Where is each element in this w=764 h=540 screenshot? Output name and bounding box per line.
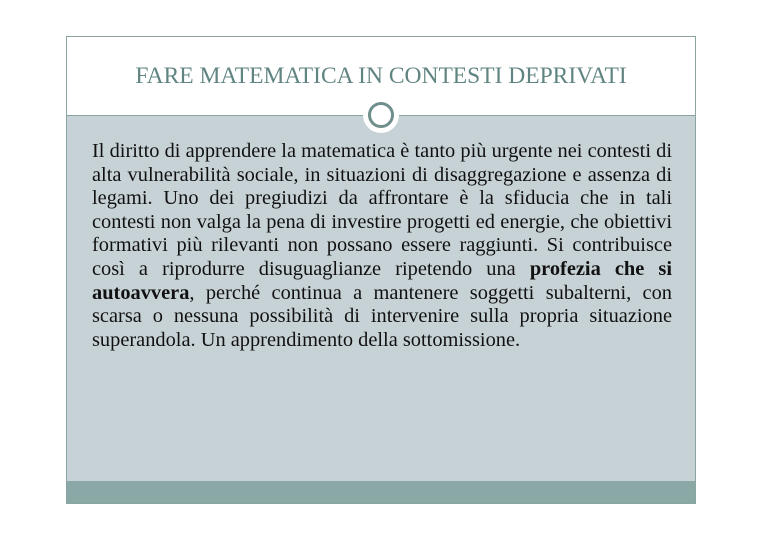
circle-ornament-icon	[364, 98, 398, 132]
slide-title: FARE MATEMATICA IN CONTESTI DEPRIVATI	[135, 63, 627, 89]
body-text	[92, 140, 672, 352]
body-text-emphasis: profezia che si autoavvera	[92, 257, 672, 304]
circle-ring-icon	[368, 102, 394, 128]
footer-bar	[67, 481, 695, 503]
slide	[66, 36, 696, 504]
body-text-start: Il diritto di apprendere la matematica è tanto più urgente nei contesti di alta vulnerabilità sociale, in situazioni di disaggregazione e assenza di legami. Uno dei pregiudizi da affrontare è la sfiducia che in tali contesti non valga la pena di investire progetti ed energie, che obiettivi formativi più rilevanti non possano essere raggiunti. Si contribuisce così a riprodurre disuguaglianze ripetendo una	[92, 140, 672, 280]
body-text-end: , perché continua a mantenere soggetti subalterni, con scarsa o nessuna possibilità di intervenire sulla propria situazione superandola. Un apprendimento della sottomissione.	[92, 281, 672, 351]
